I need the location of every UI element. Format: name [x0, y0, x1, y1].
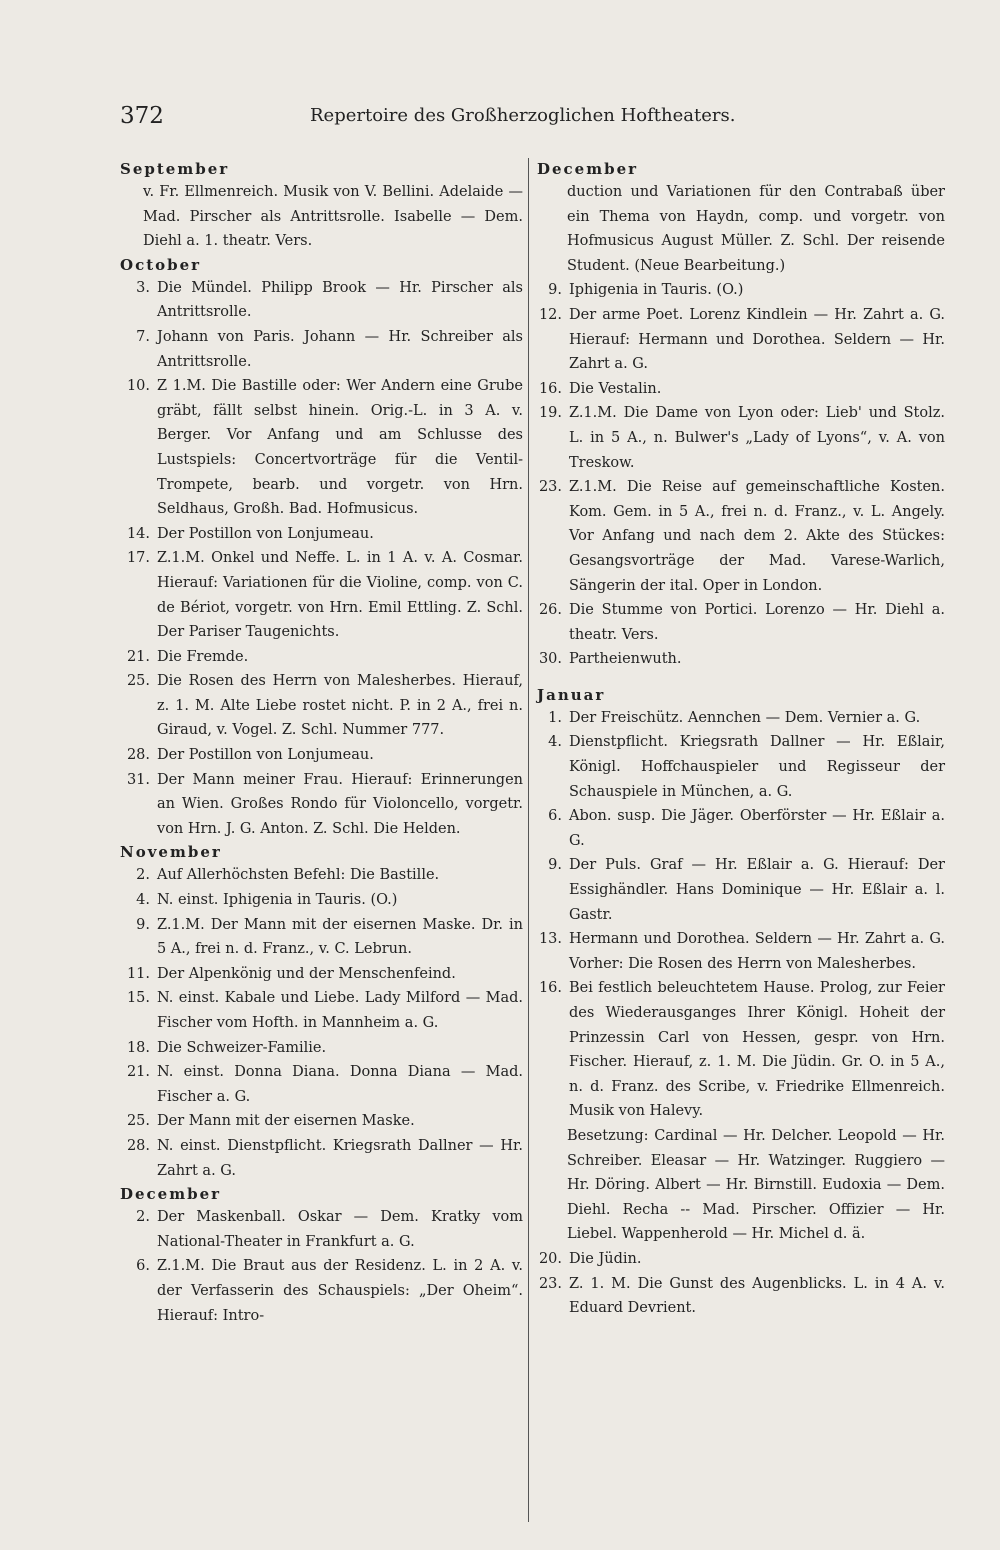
section-spacer [535, 672, 945, 684]
entry-text: N. einst. Donna Diana. Donna Diana — Mad. Fischer a. G. [157, 1064, 523, 1105]
repertoire-entry [535, 278, 945, 303]
entry-text: Dienstpflicht. Kriegsrath Dallner — Hr. Eßlair, Königl. Hoffchauspieler und Regisseur der Schauspiele in München, a. G. [569, 734, 945, 800]
repertoire-entry [118, 180, 523, 254]
repertoire-entry [118, 1205, 523, 1254]
entry-text: Z 1.M. Die Bastille oder: Wer Andern eine Grube gräbt, fällt selbst hinein. Orig.-L. in 3 A. v. Berger. Vor Anfang und am Schlusse des Lustspiels: Concertvorträge für die Ventil-Trompete, bearb. und vorgetr. von Hrn. Seldhaus, Großh. Bad. Hofmusicus. [157, 378, 523, 518]
repertoire-entry [118, 546, 523, 644]
entry-date: 15. [126, 990, 150, 1007]
month-heading: December [537, 160, 639, 178]
entry-date: 30. [538, 651, 562, 668]
entry-text: Der Postillon von Lonjumeau. [157, 747, 374, 764]
repertoire-entry [535, 1272, 945, 1321]
repertoire-entry [535, 730, 945, 804]
repertoire-entry [118, 962, 523, 987]
entry-date: 28. [126, 1137, 150, 1154]
entry-text: N. einst. Iphigenia in Tauris. (O.) [157, 892, 398, 909]
entry-text: Auf Allerhöchsten Befehl: Die Bastille. [157, 867, 440, 884]
entry-date: 20. [538, 1250, 562, 1267]
entry-text: Der Alpenkönig und der Menschenfeind. [157, 965, 456, 982]
repertoire-entry [118, 913, 523, 962]
repertoire-entry [118, 669, 523, 743]
repertoire-entry [535, 706, 945, 731]
month-heading: November [120, 843, 222, 862]
repertoire-entry [118, 1060, 523, 1109]
repertoire-entry [535, 927, 945, 976]
entry-date: 1. [548, 709, 562, 726]
entry-text: Z.1.M. Die Braut aus der Residenz. L. in 2 A. v. der Verfasserin des Schauspiels: „Der Oheim“. Hierauf: Intro- [157, 1258, 523, 1324]
repertoire-entry [118, 743, 523, 768]
repertoire-entry [535, 303, 945, 377]
entry-date: 16. [538, 980, 562, 997]
entry-date: 6. [548, 808, 562, 825]
entry-text: Die Mündel. Philipp Brook — Hr. Pirscher als Antrittsrolle. [157, 279, 523, 321]
month-heading: December [120, 1185, 222, 1204]
entry-text: Z.1.M. Die Dame von Lyon oder: Lieb' und Stolz. L. in 5 A., n. Bulwer's „Lady of Lyons“, v. A. von Treskow. [569, 405, 945, 471]
entry-date: 2. [136, 1209, 150, 1226]
repertoire-entry [535, 976, 945, 1124]
entry-text: Der Freischütz. Aennchen — Dem. Vernier a. G. [569, 709, 921, 726]
repertoire-entry [535, 598, 945, 647]
entry-text: Johann von Paris. Johann — Hr. Schreiber als Antrittsrolle. [157, 328, 523, 370]
entry-date: 23. [538, 1275, 562, 1292]
month-heading: September [120, 160, 230, 178]
entry-text: Der arme Poet. Lorenz Kindlein — Hr. Zahrt a. G. Hierauf: Hermann und Dorothea. Seldern — Hr. Zahrt a. G. [569, 306, 945, 373]
entry-date: 7. [136, 328, 150, 345]
entry-text: Die Schweizer-Familie. [157, 1039, 327, 1056]
month-heading: October [120, 255, 202, 274]
entry-text: Die Stumme von Portici. Lorenzo — Hr. Diehl a. theatr. Vers. [569, 602, 945, 643]
entry-text: Abon. susp. Die Jäger. Oberförster — Hr. Eßlair a. G. [569, 808, 945, 849]
entry-text: duction und Variationen für den Contrabaß über ein Thema von Haydn, comp. und vorgetr. von Hofmusicus August Müller. Z. Schl. Der reisende Student. (Neue Bearbeitung.) [567, 184, 945, 274]
repertoire-entry [118, 888, 523, 913]
repertoire-entry [118, 986, 523, 1035]
entry-date: 12. [538, 306, 562, 323]
entry-text: Bei festlich beleuchtetem Hause. Prolog, zur Feier des Wiederausganges Ihrer Königl. Hoheit der Prinzessin Carl von Hessen, gespr. von Hrn. Fischer. Hierauf, z. 1. M. Die Jüdin. Gr. O. in 5 A., n. d. Franz. des Scribe, v. Friedrike Ellmenreich. Musik von Halevy. [569, 980, 945, 1120]
repertoire-entry [118, 374, 523, 522]
entry-date: 14. [126, 525, 150, 542]
repertoire-entry [118, 276, 523, 325]
repertoire-entry [535, 647, 945, 672]
right-column [535, 158, 945, 1321]
repertoire-entry [118, 1254, 523, 1328]
entry-date: 26. [538, 602, 562, 619]
entry-text: Die Vestalin. [569, 380, 662, 397]
entry-text: Der Puls. Graf — Hr. Eßlair a. G. Hierauf: Der Essighändler. Hans Dominique — Hr. Eßlair a. l. Gastr. [569, 857, 945, 923]
entry-text: Z.1.M. Onkel und Neffe. L. in 1 A. v. A. Cosmar. Hierauf: Variationen für die Violine, comp. von C. de Bériot, vorgetr. von Hrn. Emil Ettling. Z. Schl. Der Pariser Taugenichts. [157, 550, 523, 641]
column-divider [528, 158, 529, 1522]
entry-text: Die Jüdin. [569, 1250, 642, 1267]
entry-text: Z. 1. M. Die Gunst des Augenblicks. L. in 4 A. v. Eduard Devrient. [569, 1275, 945, 1317]
entry-text: Besetzung: Cardinal — Hr. Delcher. Leopold — Hr. Schreiber. Eleasar — Hr. Watzinger. Ruggiero — Hr. Döring. Albert — Hr. Birnstill. Eudoxia — Dem. Diehl. Recha -- Mad. Pirscher. Offizier — Hr. Liebel. Wappenherold — Hr. Michel d. ä. [567, 1127, 945, 1243]
page-number: 372 [120, 103, 164, 129]
entry-text: Die Fremde. [157, 648, 249, 665]
repertoire-entry [535, 804, 945, 853]
repertoire-entry [535, 1124, 945, 1247]
repertoire-entry [535, 377, 945, 402]
entry-text: Partheienwuth. [569, 651, 682, 668]
entry-text: Der Mann meiner Frau. Hierauf: Erinnerungen an Wien. Großes Rondo für Violoncello, vorgetr. von Hrn. J. G. Anton. Z. Schl. Die Helden. [157, 771, 523, 837]
repertoire-entry [535, 853, 945, 927]
entry-date: 18. [126, 1039, 150, 1056]
entry-date: 21. [126, 1064, 150, 1081]
entry-date: 9. [548, 282, 562, 299]
entry-text: v. Fr. Ellmenreich. Musik von V. Bellini. Adelaide — Mad. Pirscher als Antrittsrolle. Isabelle — Dem. Diehl a. 1. theatr. Vers. [143, 184, 523, 250]
entry-date: 11. [126, 965, 150, 982]
entry-text: N. einst. Kabale und Liebe. Lady Milford — Mad. Fischer vom Hofth. in Mannheim a. G. [157, 990, 523, 1031]
entry-text: Der Mann mit der eisernen Maske. [157, 1113, 415, 1130]
entry-text: Der Postillon von Lonjumeau. [157, 525, 374, 542]
repertoire-entry [535, 475, 945, 598]
entry-text: N. einst. Dienstpflicht. Kriegsrath Dallner — Hr. Zahrt a. G. [157, 1137, 523, 1179]
entry-date: 16. [538, 380, 562, 397]
repertoire-entry [535, 180, 945, 278]
repertoire-entry [118, 522, 523, 547]
repertoire-entry [535, 401, 945, 475]
running-title: Repertoire des Großherzoglichen Hoftheaters. [310, 105, 736, 126]
month-heading: Januar [537, 685, 606, 704]
entry-text: Der Maskenball. Oskar — Dem. Kratky vom National-Theater in Frankfurt a. G. [157, 1209, 523, 1250]
entry-date: 4. [548, 734, 562, 751]
entry-date: 4. [136, 892, 150, 909]
repertoire-entry [118, 1109, 523, 1134]
entry-text: Z.1.M. Der Mann mit der eisernen Maske. Dr. in 5 A., frei n. d. Franz., v. C. Lebrun. [157, 916, 523, 958]
entry-date: 6. [136, 1258, 150, 1275]
entry-date: 9. [548, 857, 562, 874]
entry-date: 23. [538, 479, 562, 496]
repertoire-entry [118, 863, 523, 888]
entry-text: Iphigenia in Tauris. (O.) [569, 282, 744, 299]
repertoire-entry [118, 1134, 523, 1183]
entry-date: 31. [126, 771, 150, 788]
entry-date: 21. [126, 648, 150, 665]
entry-date: 25. [126, 1113, 150, 1130]
entry-date: 10. [126, 378, 150, 395]
left-column [118, 158, 523, 1328]
repertoire-entry [118, 1036, 523, 1061]
entry-date: 25. [126, 673, 150, 690]
entry-date: 3. [136, 279, 150, 296]
entry-text: Die Rosen des Herrn von Malesherbes. Hierauf, z. 1. M. Alte Liebe rostet nicht. P. in 2 A., frei n. Giraud, v. Vogel. Z. Schl. Nummer 777. [157, 673, 523, 739]
repertoire-entry [118, 325, 523, 374]
repertoire-entry [535, 1247, 945, 1272]
repertoire-entry [118, 768, 523, 842]
entry-date: 9. [136, 916, 150, 933]
entry-date: 13. [538, 931, 562, 948]
entry-date: 2. [136, 867, 150, 884]
entry-date: 19. [538, 405, 562, 422]
page-header [120, 103, 880, 133]
repertoire-entry [118, 645, 523, 670]
entry-date: 28. [126, 747, 150, 764]
entry-text: Z.1.M. Die Reise auf gemeinschaftliche Kosten. Kom. Gem. in 5 A., frei n. d. Franz., v. L. Angely. Vor Anfang und nach dem 2. Akte des Stückes: Gesangsvorträge der Mad. Varese-Warlich, Sängerin der ital. Oper in London. [569, 479, 945, 594]
entry-text: Hermann und Dorothea. Seldern — Hr. Zahrt a. G. Vorher: Die Rosen des Herrn von Malesherbes. [569, 931, 945, 972]
entry-date: 17. [126, 550, 150, 567]
